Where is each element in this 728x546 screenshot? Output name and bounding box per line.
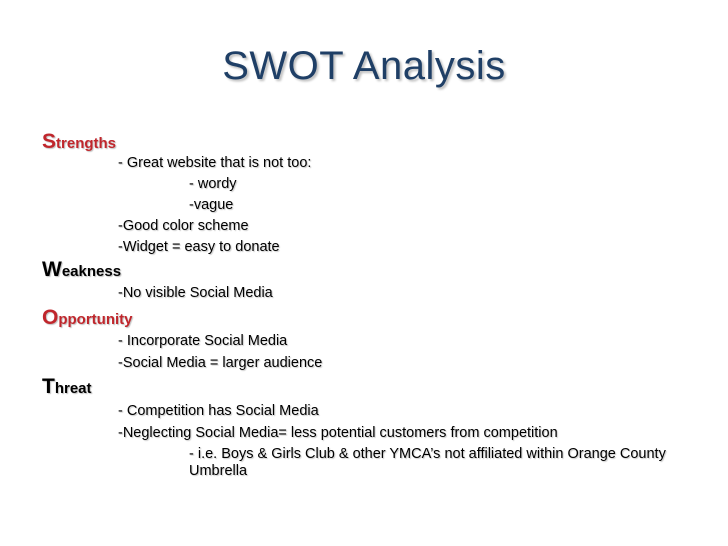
strengths-item: - Great website that is not too: — [118, 155, 312, 171]
threat-item: - Competition has Social Media — [118, 403, 319, 419]
heading-weakness — [42, 258, 121, 282]
heading-weakness-rest: eakness — [61, 263, 122, 280]
heading-threat — [42, 375, 92, 399]
heading-threat-initial: T — [42, 375, 55, 398]
strengths-subitem: -vague — [189, 197, 234, 213]
strengths-subitem: - wordy — [189, 176, 237, 192]
strengths-item: -Good color scheme — [118, 218, 249, 234]
threat-item: -Neglecting Social Media= less potential customers from competition — [118, 425, 558, 441]
heading-strengths-rest: trengths — [56, 135, 117, 152]
heading-strengths — [42, 130, 116, 154]
heading-opportunity-rest: pportunity — [58, 311, 133, 328]
threat-subitem: - i.e. Boys & Girls Club & other YMCA’s not affiliated within Orange County Umbrella — [189, 446, 666, 479]
weakness-item: -No visible Social Media — [118, 285, 273, 301]
opportunity-item: - Incorporate Social Media — [118, 333, 288, 349]
strengths-item: -Widget = easy to donate — [118, 239, 280, 255]
heading-opportunity-initial: O — [42, 306, 59, 329]
heading-strengths-initial: S — [42, 130, 57, 153]
slide-title: SWOT Analysis — [222, 44, 506, 88]
heading-opportunity — [42, 306, 133, 330]
opportunity-item: -Social Media = larger audience — [118, 355, 323, 371]
heading-weakness-initial: W — [42, 258, 62, 281]
heading-threat-rest: hreat — [54, 380, 92, 397]
